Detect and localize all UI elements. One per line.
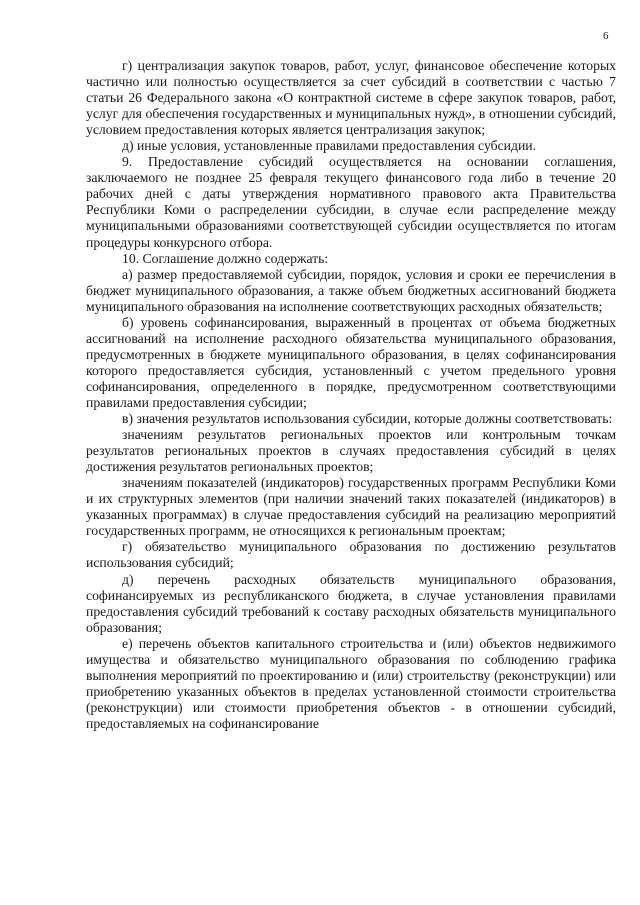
paragraph-program-indicators: значениям показателей (индикаторов) государственных программ Республики Коми и их структурных элементов (при наличии значений таких показателей (индикаторов) в указанных программах) в случае предоставления субсидий на реализацию мероприятий государственных программ, не относящихся к региональным проектам; bbox=[86, 475, 616, 539]
paragraph-e-capital-objects: е) перечень объектов капитального строительства и (или) объектов недвижимого имущества и обязательство муниципального образования по соблюдению графика выполнения мероприятий по проектированию и (или) строительству (реконструкции) или приобретению указанных объектов в пределах установленной стоимости строительства (реконструкции) или стоимости приобретения объектов - в отношении субсидий, предоставляемых на софинансирование bbox=[86, 635, 616, 731]
paragraph-d-other-conditions: д) иные условия, установленные правилами предоставления субсидии. bbox=[122, 138, 537, 154]
paragraph-v-result-values: в) значения результатов использования субсидии, которые должны соответствовать: bbox=[122, 411, 613, 427]
paragraph-d-expense-list: д) перечень расходных обязательств муниципального образования, софинансируемых из республиканского бюджета, в случае установления правилами предоставления субсидий требований к составу расходных обязательств муниципального образования; bbox=[86, 571, 616, 635]
document-body bbox=[86, 58, 616, 732]
paragraph-g-procurement: г) централизация закупок товаров, работ, услуг, финансовое обеспечение которых частично или полностью осуществляется за счет субсидий в соответствии с частью 7 статьи 26 Федерального закона «О контрактной системе в сфере закупок товаров, работ, услуг для обеспечения государственных и муниципальных нужд», в отношении субсидий, условием предоставления которых является централизация закупок; bbox=[86, 58, 616, 138]
paragraph-g-obligation: г) обязательство муниципального образования по достижению результатов использования субсидий; bbox=[86, 539, 616, 571]
paragraph-b-cofinancing-level: б) уровень софинансирования, выраженный в процентах от объема бюджетных ассигнований на исполнение расходного обязательства муниципального образования, предусмотренных в бюджете муниципального образования, в целях софинансирования которого предоставляется субсидия, установленный с учетом предельного уровня софинансирования, определенного в порядке, предусмотренном соответствующими правилами предоставления субсидии; bbox=[86, 314, 616, 410]
paragraph-a-subsidy-amount: а) размер предоставляемой субсидии, порядок, условия и сроки ее перечисления в бюджет муниципального образования, а также объем бюджетных ассигнований бюджета муниципального образования на исполнение соответствующих расходных обязательств; bbox=[86, 266, 616, 314]
paragraph-regional-projects: значениям результатов региональных проектов или контрольным точкам результатов региональных проектов в случаях предоставления субсидий в целях достижения результатов региональных проектов; bbox=[86, 427, 616, 475]
page-number: 6 bbox=[603, 30, 609, 42]
paragraph-10-agreement-contents: 10. Соглашение должно содержать: bbox=[122, 250, 329, 266]
paragraph-9-agreement: 9. Предоставление субсидий осуществляется на основании соглашения, заключаемого не позднее 25 февраля текущего финансового года либо в течение 20 рабочих дней с даты утверждения нормативного правового акта Правительства Республики Коми о распределении субсидии, в случае если распределение между муниципальными образованиями соответствующей субсидии осуществляется по итогам процедуры конкурсного отбора. bbox=[86, 154, 616, 250]
